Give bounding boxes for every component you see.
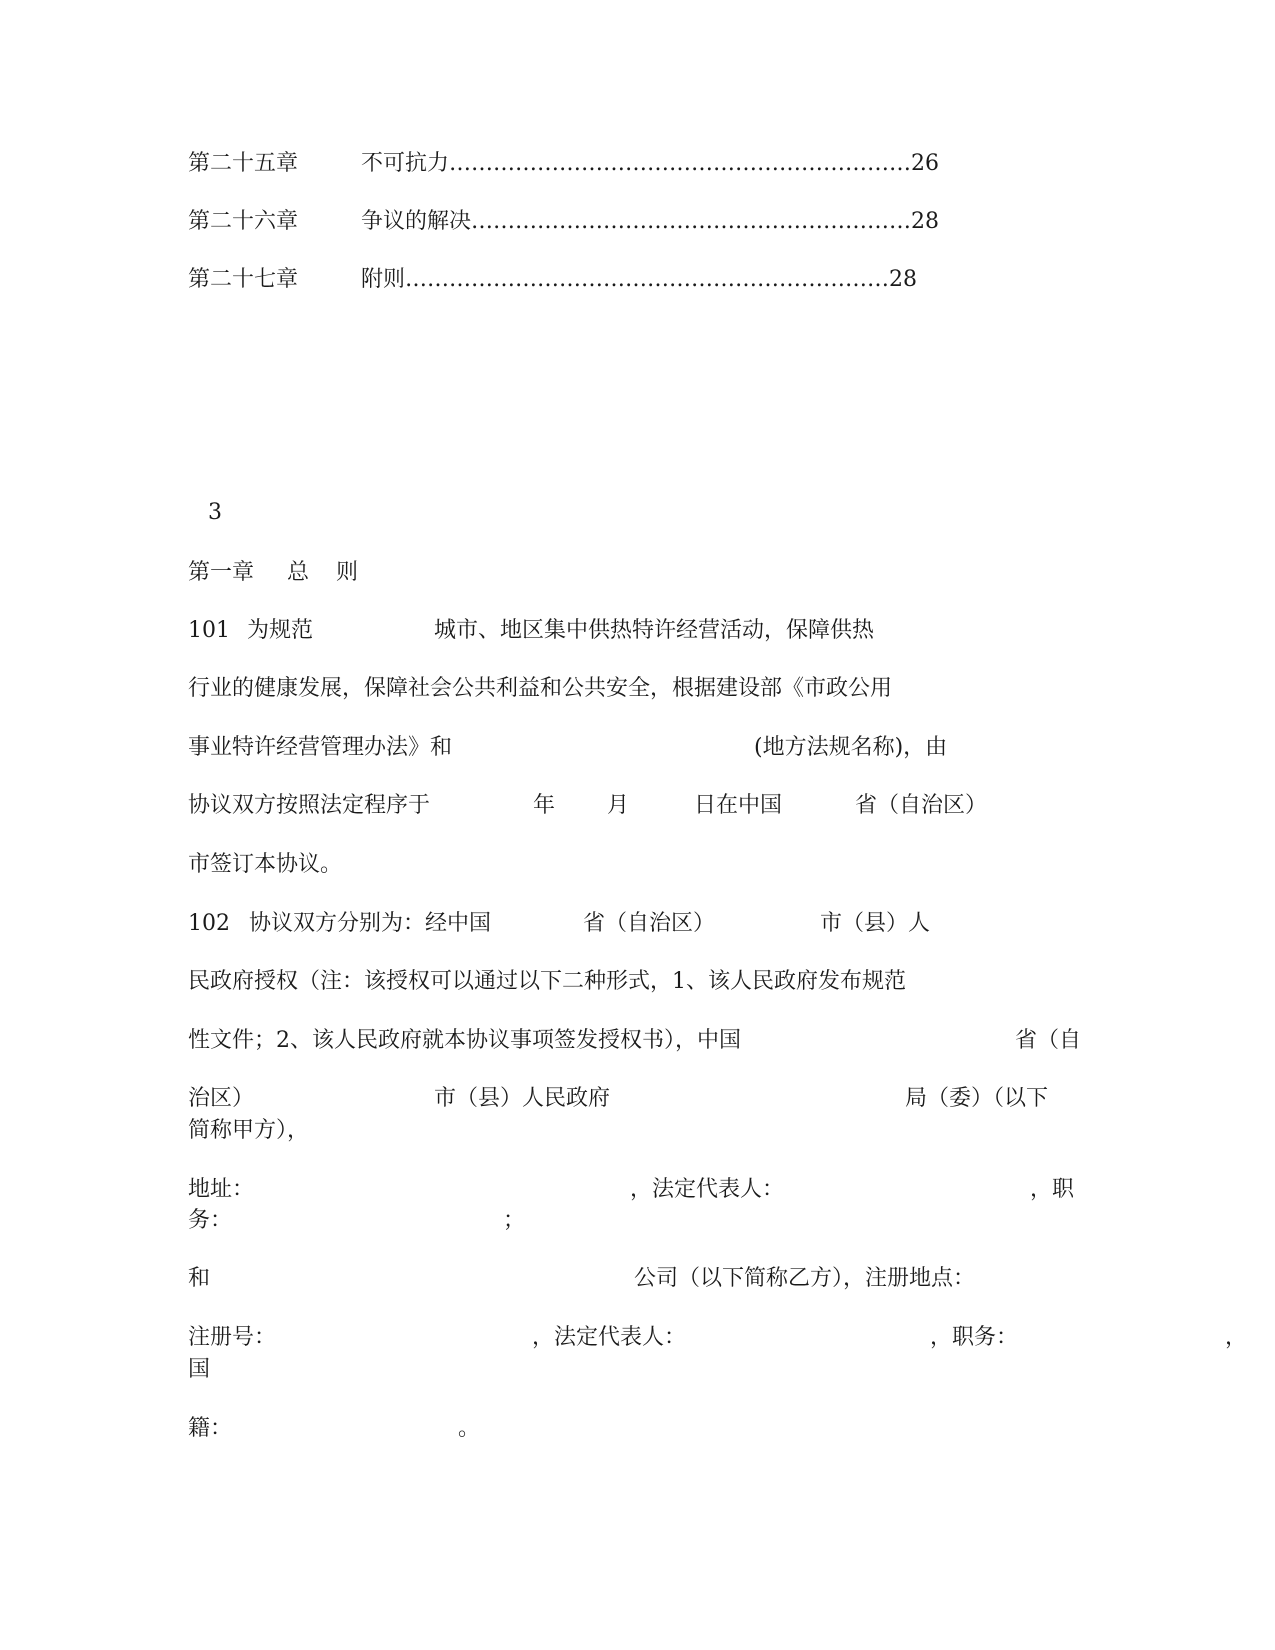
clause-text: 民政府授权（注：该授权可以通过以下二种形式，1、该人民政府发布规范 bbox=[188, 969, 906, 994]
chapter-title-char: 总 bbox=[287, 560, 310, 585]
clause-text: 性文件；2、该人民政府就本协议事项签发授权书），中国 bbox=[188, 1028, 741, 1053]
clause-text: 省（自 bbox=[1015, 1028, 1082, 1053]
position-label-part2: 务： bbox=[188, 1208, 233, 1233]
clause-text: 事业特许经营管理办法》和 bbox=[188, 735, 453, 760]
position-label: ，职务： bbox=[930, 1325, 1019, 1350]
toc-leader-page: …………………………………………………………28 bbox=[405, 267, 918, 292]
nationality-label-part1: 国 bbox=[188, 1357, 211, 1382]
toc-chapter-label: 第二十七章 bbox=[188, 267, 299, 292]
clause-text: 市签订本协议。 bbox=[188, 852, 343, 877]
page-number: 3 bbox=[208, 500, 222, 525]
position-label-part1: ，职 bbox=[1030, 1177, 1075, 1202]
clause-text: 省（自治区） bbox=[855, 793, 988, 818]
legal-rep-label: ，法定代表人： bbox=[630, 1177, 785, 1202]
toc-title: 争议的解决……………………………………………………28 bbox=[361, 209, 940, 234]
toc-leader-page: ……………………………………………………28 bbox=[471, 209, 940, 234]
clause-text: 为规范 bbox=[247, 618, 314, 643]
clause-text: 。 bbox=[458, 1416, 481, 1441]
clause-text: 和 bbox=[188, 1266, 211, 1291]
toc-entry[interactable] bbox=[188, 204, 988, 234]
toc-chapter-label: 第二十六章 bbox=[188, 209, 299, 234]
clause-text: ， bbox=[1225, 1325, 1248, 1350]
toc-entry[interactable] bbox=[188, 146, 988, 176]
clause-text: 省（自治区） bbox=[583, 911, 716, 936]
clause-text: 协议双方按照法定程序于 bbox=[188, 793, 431, 818]
chapter-number: 第一章 bbox=[188, 560, 255, 585]
toc-chapter-label: 第二十五章 bbox=[188, 151, 299, 176]
clause-text: 月 bbox=[607, 793, 630, 818]
clause-text: (地方法规名称)，由 bbox=[754, 735, 948, 760]
registration-number-label: 注册号： bbox=[188, 1325, 277, 1350]
clause-number: 102 bbox=[188, 911, 230, 936]
clause-text: 治区） bbox=[188, 1086, 255, 1111]
clause-text: 市（县）人 bbox=[820, 911, 931, 936]
clause-text: 行业的健康发展，保障社会公共利益和公共安全，根据建设部《市政公用 bbox=[188, 676, 893, 701]
clause-text: 日在中国 bbox=[694, 793, 783, 818]
chapter-heading bbox=[188, 560, 359, 586]
clause-text: 城市、地区集中供热特许经营活动，保障供热 bbox=[434, 618, 875, 643]
clause-number: 101 bbox=[188, 618, 230, 643]
clause-text: 市（县）人民政府 bbox=[434, 1086, 611, 1111]
toc-leader-page: ………………………………………………………26 bbox=[449, 151, 940, 176]
clause-text: 局（委）（以下 bbox=[905, 1086, 1049, 1111]
clause-text: 年 bbox=[533, 793, 556, 818]
clause-text: 简称甲方）， bbox=[188, 1118, 310, 1143]
toc-entry[interactable] bbox=[188, 262, 988, 292]
chapter-title-char: 则 bbox=[336, 560, 359, 585]
clause-text: ； bbox=[503, 1208, 526, 1233]
nationality-label-part2: 籍： bbox=[188, 1416, 233, 1441]
clause-text: 公司（以下简称乙方），注册地点： bbox=[634, 1266, 976, 1291]
legal-rep-label: ，法定代表人： bbox=[532, 1325, 687, 1350]
clause-text: 协议双方分别为：经中国 bbox=[249, 911, 492, 936]
toc-title: 不可抗力………………………………………………………26 bbox=[361, 151, 940, 176]
address-label: 地址： bbox=[188, 1177, 255, 1202]
toc-title: 附则…………………………………………………………28 bbox=[361, 267, 918, 292]
